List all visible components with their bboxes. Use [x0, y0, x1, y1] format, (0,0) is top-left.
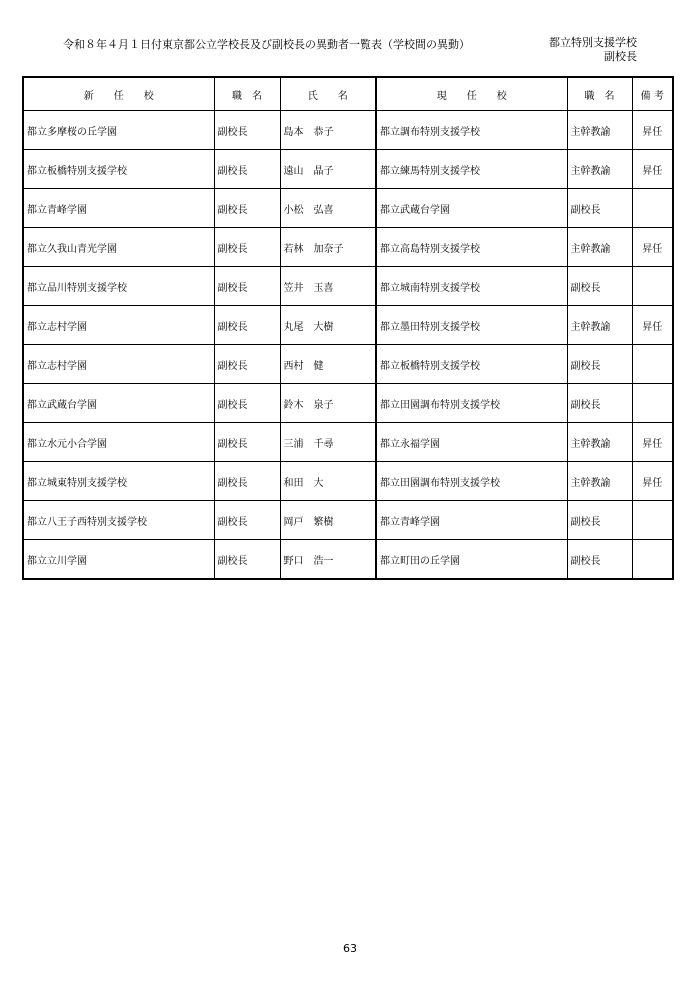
cell-current-school: 都立板橋特別支援学校 [376, 345, 567, 384]
cell-new-school: 都立立川学園 [23, 540, 214, 580]
cell-current-title: 副校長 [567, 540, 632, 580]
header-new-school: 新 任 校 [23, 77, 214, 111]
cell-current-school: 都立町田の丘学園 [376, 540, 567, 580]
cell-new-school: 都立志村学園 [23, 345, 214, 384]
table-row [23, 189, 673, 228]
header-name: 氏 名 [280, 77, 376, 111]
cell-new-school: 都立武蔵台学園 [23, 384, 214, 423]
cell-note [632, 267, 673, 306]
header-new-title: 職 名 [214, 77, 280, 111]
cell-note [632, 540, 673, 580]
cell-current-title: 副校長 [567, 384, 632, 423]
cell-new-title: 副校長 [214, 501, 280, 540]
cell-current-title: 副校長 [567, 345, 632, 384]
cell-name: 小松 弘喜 [280, 189, 376, 228]
cell-note [632, 501, 673, 540]
cell-current-title: 主幹教諭 [567, 150, 632, 189]
table-row [23, 501, 673, 540]
cell-name: 島本 恭子 [280, 111, 376, 150]
cell-current-title: 副校長 [567, 189, 632, 228]
cell-name: 笠井 玉喜 [280, 267, 376, 306]
document-category [549, 36, 637, 64]
cell-name: 丸尾 大樹 [280, 306, 376, 345]
table-row [23, 423, 673, 462]
cell-current-school: 都立青峰学園 [376, 501, 567, 540]
cell-name: 若林 加奈子 [280, 228, 376, 267]
cell-new-title: 副校長 [214, 306, 280, 345]
cell-note: 昇任 [632, 306, 673, 345]
table-row [23, 345, 673, 384]
cell-new-school: 都立水元小合学園 [23, 423, 214, 462]
cell-current-school: 都立高島特別支援学校 [376, 228, 567, 267]
cell-current-title: 主幹教諭 [567, 423, 632, 462]
cell-name: 野口 浩一 [280, 540, 376, 580]
cell-name: 遠山 晶子 [280, 150, 376, 189]
cell-new-title: 副校長 [214, 423, 280, 462]
cell-current-title: 主幹教諭 [567, 462, 632, 501]
table-row [23, 540, 673, 580]
header-current-school: 現 任 校 [376, 77, 567, 111]
cell-current-school: 都立田園調布特別支援学校 [376, 462, 567, 501]
cell-new-school: 都立板橋特別支援学校 [23, 150, 214, 189]
table-row [23, 306, 673, 345]
cell-note: 昇任 [632, 228, 673, 267]
cell-new-school: 都立志村学園 [23, 306, 214, 345]
table-row [23, 111, 673, 150]
cell-current-title: 副校長 [567, 501, 632, 540]
cell-new-school: 都立青峰学園 [23, 189, 214, 228]
cell-name: 岡戸 繁樹 [280, 501, 376, 540]
position-category: 副校長 [604, 50, 637, 63]
cell-new-title: 副校長 [214, 345, 280, 384]
cell-current-title: 主幹教諭 [567, 228, 632, 267]
cell-new-school: 都立城東特別支援学校 [23, 462, 214, 501]
cell-note: 昇任 [632, 150, 673, 189]
cell-new-title: 副校長 [214, 462, 280, 501]
cell-note [632, 345, 673, 384]
cell-name: 鈴木 泉子 [280, 384, 376, 423]
cell-name: 西村 健 [280, 345, 376, 384]
table-row [23, 228, 673, 267]
cell-note: 昇任 [632, 111, 673, 150]
cell-new-title: 副校長 [214, 384, 280, 423]
cell-current-title: 副校長 [567, 267, 632, 306]
cell-new-title: 副校長 [214, 267, 280, 306]
transfer-table [22, 76, 674, 580]
cell-new-school: 都立八王子西特別支援学校 [23, 501, 214, 540]
table-row [23, 462, 673, 501]
cell-new-school: 都立多摩桜の丘学園 [23, 111, 214, 150]
table-row [23, 267, 673, 306]
table-header-row [23, 77, 673, 111]
cell-new-title: 副校長 [214, 111, 280, 150]
cell-note: 昇任 [632, 423, 673, 462]
cell-current-title: 主幹教諭 [567, 306, 632, 345]
cell-current-title: 主幹教諭 [567, 111, 632, 150]
cell-current-school: 都立墨田特別支援学校 [376, 306, 567, 345]
cell-new-title: 副校長 [214, 150, 280, 189]
cell-new-school: 都立品川特別支援学校 [23, 267, 214, 306]
cell-current-school: 都立田園調布特別支援学校 [376, 384, 567, 423]
cell-note [632, 189, 673, 228]
header-current-title: 職 名 [567, 77, 632, 111]
cell-note: 昇任 [632, 462, 673, 501]
cell-name: 和田 大 [280, 462, 376, 501]
table-row [23, 384, 673, 423]
cell-current-school: 都立調布特別支援学校 [376, 111, 567, 150]
school-category: 都立特別支援学校 [549, 36, 637, 49]
cell-current-school: 都立永福学園 [376, 423, 567, 462]
cell-name: 三浦 千尋 [280, 423, 376, 462]
table-body [23, 111, 673, 580]
cell-new-school: 都立久我山青光学園 [23, 228, 214, 267]
page-number: 63 [343, 942, 357, 955]
header-note: 備 考 [632, 77, 673, 111]
cell-current-school: 都立城南特別支援学校 [376, 267, 567, 306]
cell-new-title: 副校長 [214, 189, 280, 228]
table-row [23, 150, 673, 189]
document-title: 令和８年４月１日付東京都公立学校長及び副校長の異動者一覧表（学校間の異動） [63, 38, 470, 51]
cell-note [632, 384, 673, 423]
cell-new-title: 副校長 [214, 228, 280, 267]
cell-current-school: 都立練馬特別支援学校 [376, 150, 567, 189]
cell-new-title: 副校長 [214, 540, 280, 580]
cell-current-school: 都立武蔵台学園 [376, 189, 567, 228]
